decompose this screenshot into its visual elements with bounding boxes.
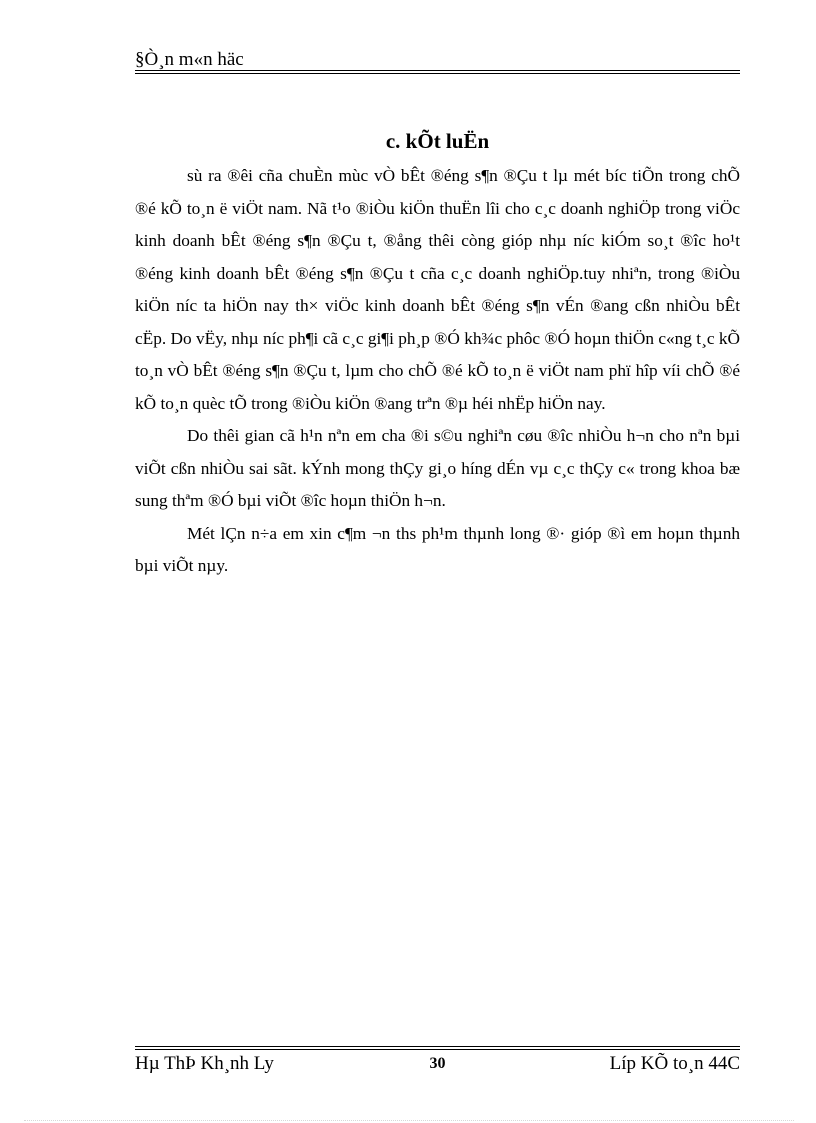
- footer-author: Hµ ThÞ Kh¸nh Ly: [135, 1053, 274, 1074]
- paragraph: Do thêi gian cã h¹n nªn em cha ®i s©u nghiªn cøu ®îc nhiÒu h¬n cho nªn bµi viÕt cßn nhiÒu sai sãt. kÝnh mong thÇy gi¸o híng dÉn vµ c¸c thÇy c« trong khoa bæ sung thªm ®Ó bµi viÕt ®îc hoµn thiÖn h¬n.: [135, 426, 740, 510]
- footer-rule-double: [135, 1049, 740, 1050]
- footer-class: Líp KÕ to¸n 44C: [609, 1053, 740, 1074]
- paragraph: sù ra ®êi cña chuÈn mùc vÒ bÊt ®éng s¶n ®Çu t lµ mét bíc tiÕn trong chÕ ®é kÕ to¸n ë viÖt nam. Nã t¹o ®iÒu kiÖn thuËn lîi cho c¸c doanh nghiÖp trong viÖc kinh doanh bÊt ®éng s¶n ®Çu t, ®ång thêi còng gióp nhµ níc kiÓm so¸t ®îc ho¹t ®éng kinh doanh bÊt ®éng s¶n ®Çu t cña c¸c doanh nghiÖp.tuy nhiªn, trong ®iÒu kiÖn níc ta hiÖn nay th× viÖc kinh doanh bÊt ®éng s¶n vÉn ®ang cßn nhiÒu bÊt cËp. Do vËy, nhµ níc ph¶i cã c¸c gi¶i ph¸p ®Ó kh¾c phôc ®Ó hoµn thiÖn c«ng t¸c kÕ to¸n vÒ bÊt ®éng s¶n ®Çu t, lµm cho chÕ ®é kÕ to¸n ë viÖt nam phï hîp víi chÕ ®é kÕ to¸n quèc tÕ trong ®iÒu kiÖn ®ang trªn ®µ héi nhËp hiÖn nay.: [135, 166, 740, 413]
- page-footer: [135, 1052, 740, 1078]
- header-rule: [135, 70, 740, 71]
- page-edge-divider: [24, 1120, 794, 1121]
- page-header: §Ò¸n m«n häc: [135, 49, 244, 70]
- paragraph: Mét lÇn n÷a em xin c¶m ¬n ths ph¹m thµnh long ®· gióp ®ì em hoµn thµnh bµi viÕt nµy.: [135, 523, 740, 575]
- header-rule-double: [135, 73, 740, 74]
- footer-rule: [135, 1046, 740, 1047]
- page-number: 30: [429, 1055, 446, 1072]
- section-title: c. kÕt luËn: [385, 129, 490, 153]
- body-text: [135, 160, 740, 583]
